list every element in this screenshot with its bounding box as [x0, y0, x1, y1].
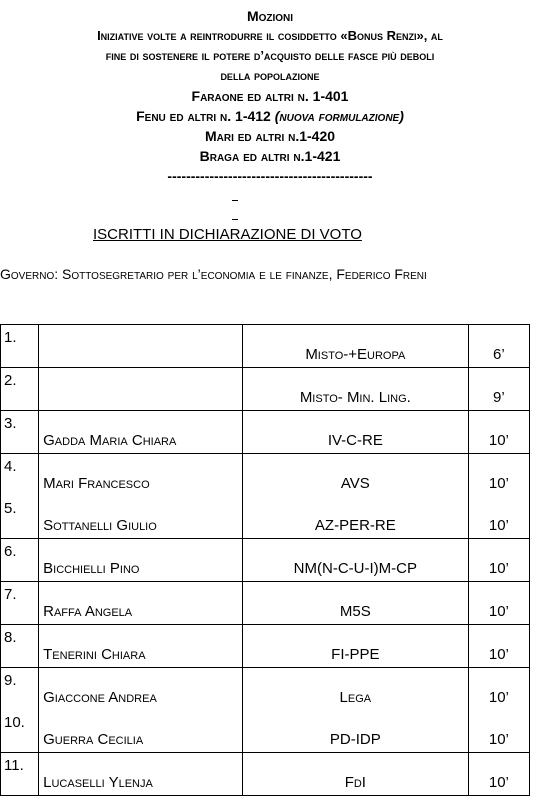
separator-dashes: -------------------------------------------- [167, 168, 373, 184]
speaker-name: Gadda Maria Chiara [43, 432, 177, 449]
group-name: AVS [340, 475, 370, 492]
table-row [1, 582, 530, 625]
speaking-time: 10’ [488, 774, 509, 791]
speaker-name: Giaccone Andrea [43, 689, 157, 706]
underline-mark-1 [232, 200, 238, 201]
iscritti-heading: ISCRITTI IN DICHIARAZIONE DI VOTO [93, 226, 362, 243]
speaking-time: 10’ [488, 646, 509, 663]
underline-marks [0, 200, 540, 224]
speaker-name: Raffa Angela [43, 603, 133, 620]
table-row [1, 368, 530, 411]
speaker-name: Lucaselli Ylenja [43, 774, 153, 791]
row-number: 11. [4, 757, 24, 774]
speaking-time: 10’ [488, 475, 509, 492]
speaker-name: Sottanelli Giulio [43, 517, 157, 534]
table-row [1, 753, 530, 796]
speaking-time: 9’ [493, 389, 505, 406]
table-row [1, 539, 530, 582]
motion-fenu [0, 106, 540, 126]
group-name: NM(N-C-U-I)M-CP [293, 560, 417, 577]
group-name: FdI [344, 774, 366, 791]
table-row [1, 325, 530, 368]
motion-faraone: Faraone ed altri n. 1-401 [191, 88, 349, 104]
underline-mark-2 [232, 219, 238, 220]
subject-line-1: Iniziative volte a reintrodurre il cosiddetto «Bonus Renzi», al [97, 28, 443, 43]
section-title: Mozioni [246, 8, 294, 24]
table-row [1, 411, 530, 454]
speaking-time: 10’ [488, 603, 509, 620]
speaking-time: 10’ [488, 689, 509, 706]
table-row-group-9-10 [1, 668, 530, 753]
speaker-name: Guerra Cecilia [43, 731, 144, 748]
group-name: M5S [339, 603, 371, 620]
subject-line-3: della popolazione [220, 68, 320, 83]
row-number: 3. [4, 415, 17, 432]
speaking-time: 10’ [488, 731, 509, 748]
group-name: PD-IDP [329, 731, 381, 748]
motion-fenu-main: Fenu ed altri n. 1-412 [136, 108, 275, 124]
subject-line-2: fine di sostenere il potere d’acquisto delle fasce più deboli [105, 48, 435, 63]
speaking-time: 6’ [493, 346, 505, 363]
row-number: 10. [4, 714, 25, 731]
group-name: IV-C-RE [327, 432, 383, 449]
row-number: 8. [4, 629, 17, 646]
document-header [0, 0, 540, 186]
speaker-name: Bicchielli Pino [43, 560, 140, 577]
motion-braga: Braga ed altri n.1-421 [199, 148, 341, 164]
row-number: 7. [4, 586, 17, 603]
row-number: 9. [4, 672, 17, 689]
group-name: FI-PPE [331, 646, 380, 663]
speaking-time: 10’ [488, 560, 509, 577]
row-number: 2. [4, 372, 17, 389]
table-row-group-4-5 [1, 454, 530, 539]
row-number: 4. [4, 458, 17, 475]
motion-mari: Mari ed altri n.1-420 [204, 128, 336, 144]
group-name: Lega [339, 689, 372, 706]
group-name: Misto-+Europa [305, 346, 406, 363]
speaker-name: Mari Francesco [43, 475, 150, 492]
row-number: 1. [4, 329, 17, 346]
group-name: Misto- Min. Ling. [299, 389, 411, 406]
group-name: AZ-PER-RE [314, 517, 396, 534]
table-row [1, 625, 530, 668]
speakers-table [0, 324, 530, 796]
row-number: 6. [4, 543, 17, 560]
speaking-time: 10’ [488, 517, 509, 534]
speaker-name: Tenerini Chiara [43, 646, 146, 663]
speaking-time: 10’ [488, 432, 509, 449]
row-number: 5. [4, 500, 17, 517]
government-representative: Governo: Sottosegretario per l’economia e le finanze, Federico Freni [0, 266, 427, 282]
motion-fenu-note: (nuova formulazione) [274, 108, 404, 124]
